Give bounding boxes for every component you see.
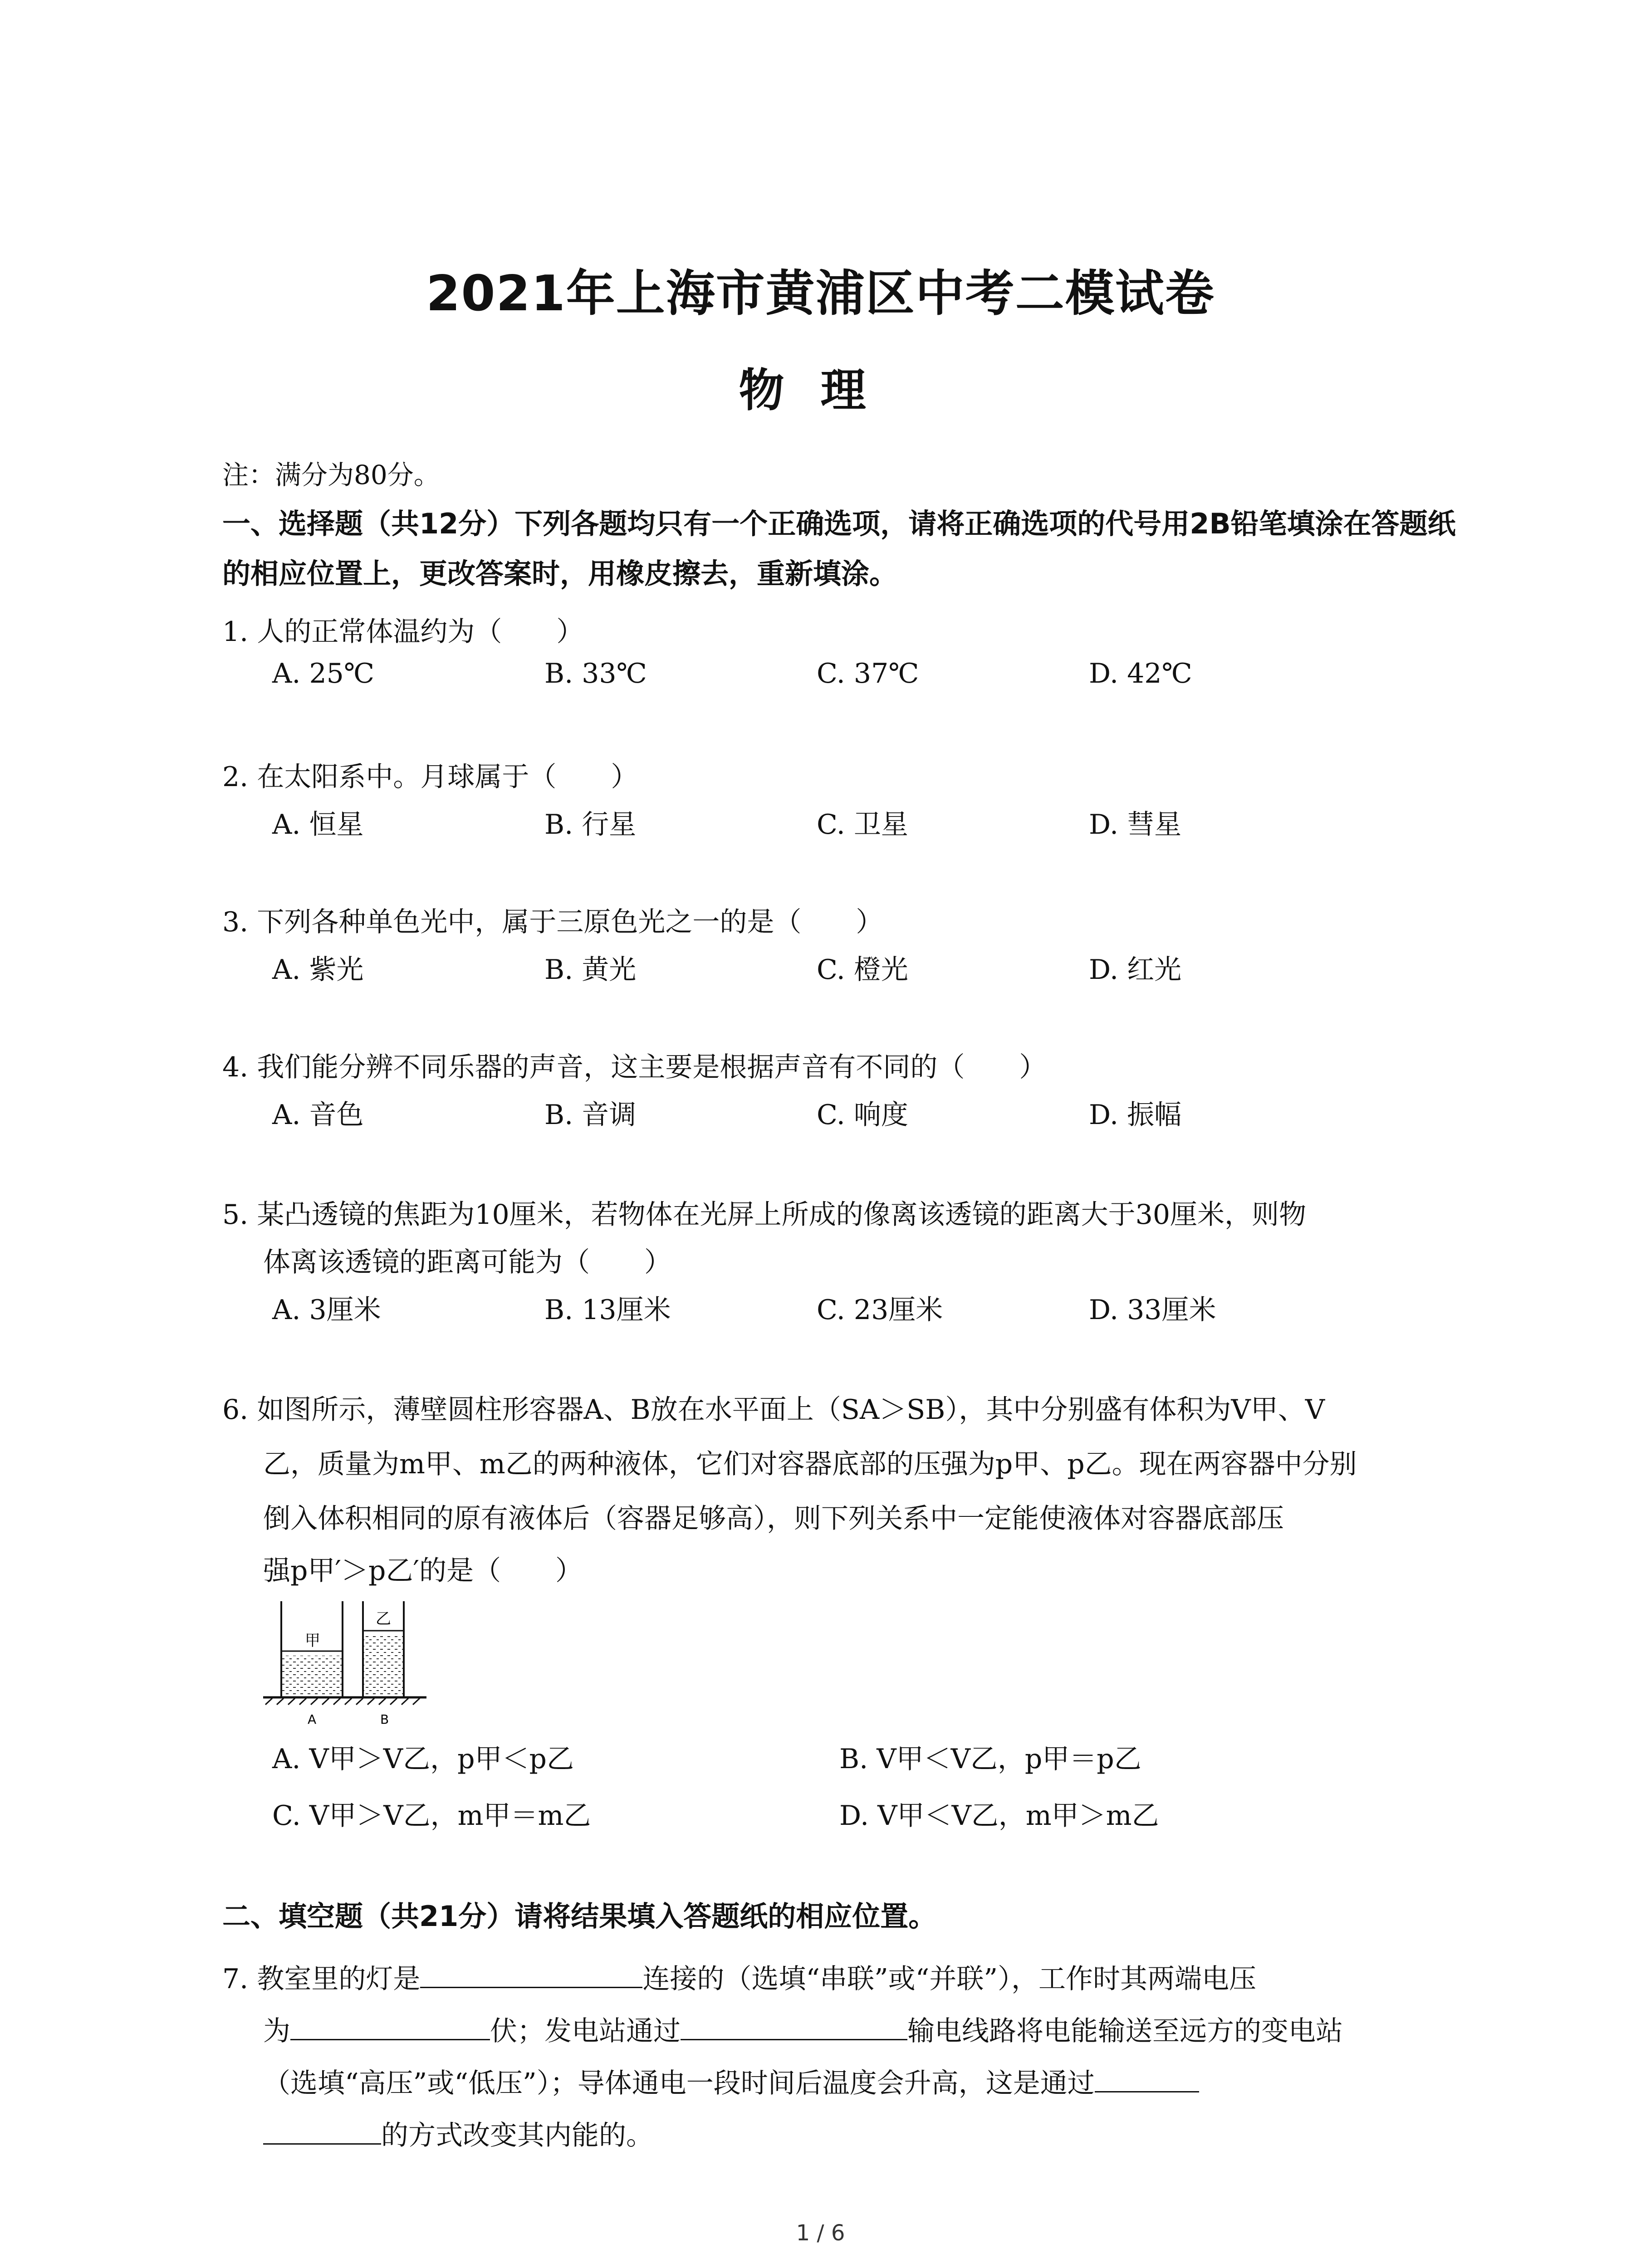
question-6-option-c: C. V甲＞V乙，m甲＝m乙 bbox=[272, 1800, 591, 1832]
q7-text-1b: 连接的（选填“串联”或“并联”），工作时其两端电压 bbox=[642, 1963, 1257, 1995]
q7-text-2a: 为 bbox=[263, 2015, 290, 2047]
question-7-line-4 bbox=[263, 2114, 653, 2153]
question-1-option-b: B. 33℃ bbox=[544, 658, 647, 689]
question-1-stem: 1. 人的正常体温约为（ ） bbox=[222, 616, 584, 648]
score-note: 注：满分为80分。 bbox=[222, 459, 440, 490]
question-2-option-c: C. 卫星 bbox=[817, 809, 908, 841]
ground-surface bbox=[263, 1697, 426, 1705]
question-6-line-1: 6. 如图所示，薄壁圆柱形容器A、B放在水平面上（SA＞SB），其中分别盛有体积为V甲、V bbox=[222, 1394, 1325, 1426]
question-4-stem: 4. 我们能分辨不同乐器的声音，这主要是根据声音有不同的（ ） bbox=[222, 1051, 1047, 1083]
q7-text-1a: 7. 教室里的灯是 bbox=[222, 1963, 421, 1995]
label-b: B bbox=[380, 1712, 389, 1727]
question-4-option-a: A. 音色 bbox=[272, 1099, 364, 1131]
label-jia: 甲 bbox=[305, 1632, 320, 1650]
question-1-option-d: D. 42℃ bbox=[1089, 658, 1192, 689]
question-6-option-b: B. V甲＜V乙，p甲＝p乙 bbox=[839, 1743, 1141, 1775]
question-5-stem-line-2: 体离该透镜的距离可能为（ ） bbox=[263, 1246, 671, 1278]
question-7-line-3 bbox=[263, 2062, 1199, 2101]
label-yi: 乙 bbox=[376, 1610, 391, 1628]
q7-blank-4b[interactable] bbox=[263, 2116, 381, 2145]
page-title: 2021年上海市黄浦区中考二模试卷 bbox=[426, 265, 1215, 322]
question-3-option-b: B. 黄光 bbox=[544, 954, 637, 986]
question-6-line-2: 乙，质量为m甲、m乙的两种液体，它们对容器底部的压强为p甲、p乙。现在两容器中分别 bbox=[263, 1448, 1357, 1480]
page-number: 1 / 6 bbox=[796, 2220, 845, 2246]
question-2-option-d: D. 彗星 bbox=[1089, 809, 1182, 841]
question-6-line-4: 强p甲′＞p乙′的是（ ） bbox=[263, 1555, 583, 1587]
question-5-option-a: A. 3厘米 bbox=[272, 1294, 381, 1326]
subject-heading: 物理 bbox=[739, 364, 902, 417]
q7-blank-4a[interactable] bbox=[1095, 2064, 1199, 2092]
question-5-option-c: C. 23厘米 bbox=[817, 1294, 943, 1326]
q7-blank-2[interactable] bbox=[290, 2012, 490, 2040]
question-5-option-b: B. 13厘米 bbox=[544, 1294, 671, 1326]
question-3-option-c: C. 橙光 bbox=[817, 954, 908, 986]
question-3-stem: 3. 下列各种单色光中，属于三原色光之一的是（ ） bbox=[222, 906, 883, 938]
question-1-option-c: C. 37℃ bbox=[817, 658, 919, 689]
question-1-option-a: A. 25℃ bbox=[272, 658, 374, 689]
question-4-option-c: C. 响度 bbox=[817, 1099, 908, 1131]
question-7-line-2 bbox=[263, 2009, 1343, 2048]
q7-text-4: 的方式改变其内能的。 bbox=[381, 2120, 653, 2151]
question-4-option-d: D. 振幅 bbox=[1089, 1099, 1182, 1131]
q7-text-2b: 伏；发电站通过 bbox=[490, 2015, 681, 2047]
q7-blank-3[interactable] bbox=[681, 2012, 907, 2040]
question-4-option-b: B. 音调 bbox=[544, 1099, 637, 1131]
containers-figure bbox=[263, 1597, 445, 1733]
q7-text-2c: 输电线路将电能输送至远方的变电站 bbox=[907, 2015, 1343, 2047]
q7-blank-1[interactable] bbox=[420, 1960, 642, 1988]
question-7-line-1 bbox=[222, 1957, 1256, 1996]
question-2-option-b: B. 行星 bbox=[544, 809, 637, 841]
question-3-option-d: D. 红光 bbox=[1089, 954, 1182, 986]
section-2-instructions: 二、填空题（共21分）请将结果填入答题纸的相应位置。 bbox=[222, 1900, 937, 1933]
question-2-stem: 2. 在太阳系中。月球属于（ ） bbox=[222, 761, 638, 793]
label-a: A bbox=[308, 1712, 317, 1727]
question-5-option-d: D. 33厘米 bbox=[1089, 1294, 1216, 1326]
question-6-option-d: D. V甲＜V乙，m甲＞m乙 bbox=[839, 1800, 1159, 1832]
question-3-option-a: A. 紫光 bbox=[272, 954, 364, 986]
question-6-line-3: 倒入体积相同的原有液体后（容器足够高），则下列关系中一定能使液体对容器底部压 bbox=[263, 1503, 1284, 1535]
question-2-option-a: A. 恒星 bbox=[272, 809, 364, 841]
section-1-instructions: 一、选择题（共12分）下列各题均只有一个正确选项，请将正确选项的代号用2B铅笔填涂在答题纸的相应位置上，更改答案时，用橡皮擦去，重新填涂。 bbox=[222, 507, 1456, 590]
q7-text-3: （选填“高压”或“低压”）；导体通电一段时间后温度会升高，这是通过 bbox=[263, 2068, 1095, 2099]
question-5-stem-line-1: 5. 某凸透镜的焦距为10厘米，若物体在光屏上所成的像离该透镜的距离大于30厘米，则物 bbox=[222, 1199, 1307, 1231]
question-6-option-a: A. V甲＞V乙，p甲＜p乙 bbox=[272, 1743, 574, 1775]
